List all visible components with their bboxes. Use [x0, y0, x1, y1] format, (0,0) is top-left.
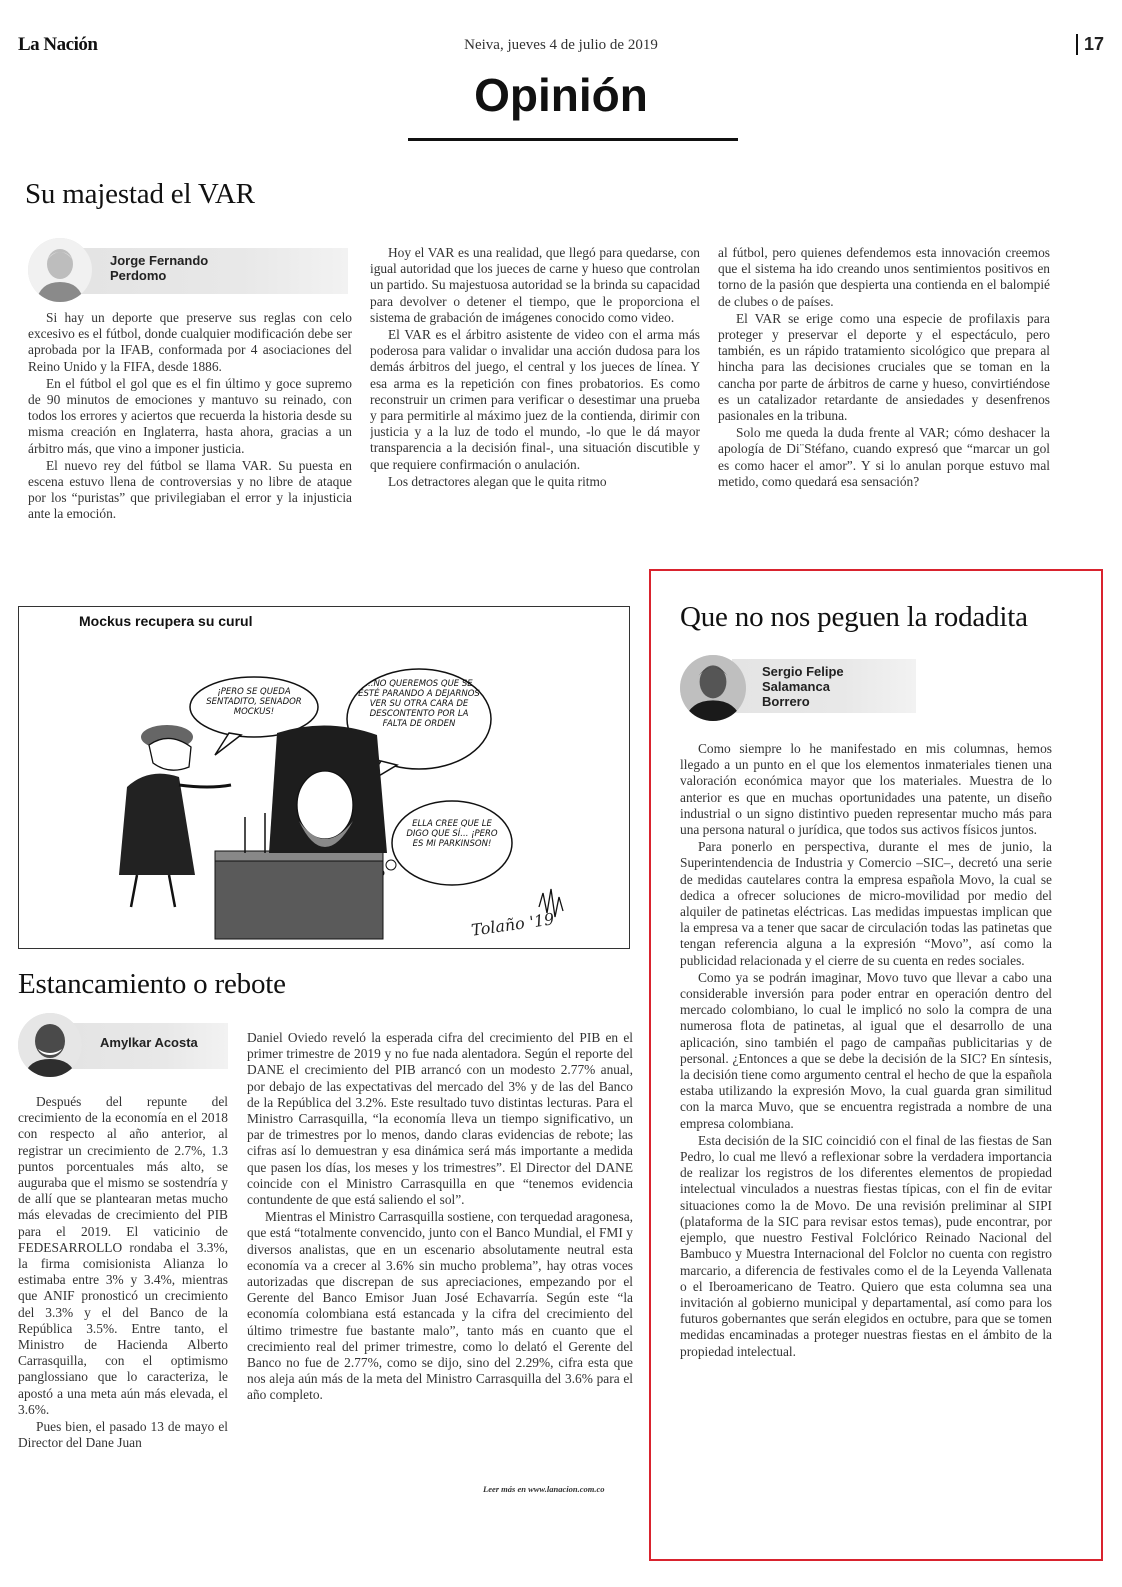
paragraph: Esta decisión de la SIC coincidió con el final de las fiestas de San Pedro, lo cual me llevó a reflexionar sobre la verdadera importancia de realizar los registros de los diferentes elementos de propiedad intelectual vinculados a nuestras fiestas típicas, con el fin de evitar situaciones como la de Movo. De una revisión preliminar al SIPI (plataforma de la SIC para revisar estos temas), pude encontrar, por ejemplo, que nuestro Festival Folclórico Reinado Nacional del Bambuco y Muestra Internacional del Folclor no cuenta con registro marcario, a diferencia de festivales como el de la Leyenda Vallenata o el Iberoamericano de Teatro. Quiero que esta columna sea una invitación al gobierno municipal y departamental, así como para los futuros gobernantes que serán elegidos en octubre, para que se tomen medidas encaminadas a proteger nuestras fiestas en el ámbito de la propiedad intelectual.	[680, 1132, 1052, 1359]
author-photo	[28, 238, 92, 302]
paragraph: Hoy el VAR es una realidad, que llegó para quedarse, con igual autoridad que los jueces de carne y hueso que controlan un partido. Su majestuosa autoridad se la brinda su capacidad para devolver o detener el tiempo, que le proporciona el sistema de grabación de imágenes conocido como video.	[370, 245, 700, 325]
speech-bubble-1: ¡PERO SE QUEDA SENTADITO, SENADOR MOCKUS!	[206, 687, 302, 717]
author-portrait-icon	[28, 238, 92, 302]
var-column-1	[28, 310, 352, 572]
estancamiento-column-1	[18, 1094, 228, 1494]
author-namebar	[70, 1023, 228, 1069]
headline-rodadita: Que no nos peguen la rodadita	[680, 601, 1028, 633]
paragraph: Para ponerlo en perspectiva, durante el mes de junio, la Superintendencia de Industria y Comercio –SIC–, decretó una serie de medidas cautelares contra la empresa española Movo, la cual se dedica a ofrecer soluciones de micro-movilidad por medio del alquiler de patinetas eléctricas. Las medidas impuestas implican que la empresa va a tener que sacar de circulación todas las patinetas que tengan referencia alguna a la expresión “Movo”, así como la publicidad relacionada y el cierre de su cuenta en redes sociales.	[680, 839, 1052, 968]
headline-var: Su majestad el VAR	[25, 178, 255, 210]
author-photo	[680, 655, 746, 721]
speech-bubble-3: ELLA CREE QUE LE DIGO QUE SÍ... ¡PERO ES MI PARKINSON!	[406, 819, 498, 849]
estancamiento-column-2	[247, 1030, 633, 1482]
author-name: Amylkar Acosta	[100, 1035, 198, 1050]
author-name: Sergio Felipe Salamanca Borrero	[762, 664, 844, 709]
headline-estancamiento: Estancamiento o rebote	[18, 968, 286, 1000]
editorial-cartoon	[18, 606, 630, 949]
paragraph: Como siempre lo he manifestado en mis columnas, hemos llegado a un punto en el que los elementos inmateriales tienen una valoración económica mayor que los materiales. Muestra de lo anterior es que en muchas oportunidades una patente, un diseño industrial o un signo distintivo pueden representar mucho más para una persona natural o jurídica, que todos sus activos físicos juntos.	[680, 741, 1052, 838]
paragraph: al fútbol, pero quienes defendemos esta innovación creemos que el sistema ha ido creando unos sentimientos positivos en torno de la pasión que despierta una contienda en el balompié de clubes o de países.	[718, 245, 1050, 309]
paragraph: Pues bien, el pasado 13 de mayo el Director del Dane Juan	[18, 1419, 228, 1451]
author-block-rodadita	[680, 655, 916, 727]
section-title: Opinión	[474, 69, 648, 121]
paragraph: El nuevo rey del fútbol se llama VAR. Su puesta en escena estuvo llena de controversias y no libre de ataque por los “puristas” que privilegiaban el error y la injusticia ante la emoción.	[28, 457, 352, 522]
rodadita-body	[680, 741, 1052, 1499]
dateline: Neiva, jueves 4 de julio de 2019	[464, 37, 658, 53]
cartoon-title: Mockus recupera su curul	[79, 613, 253, 629]
page-number: 17	[1076, 34, 1104, 55]
newspaper-logo: La Nación	[18, 34, 98, 55]
author-photo	[18, 1013, 82, 1077]
author-block-estancamiento	[18, 1013, 228, 1077]
var-column-3	[718, 245, 1050, 583]
paragraph: Después del repunte del crecimiento de la economía en el 2018 con respecto al año anterior, al registrar un crecimiento de 2.7%, 1.3 puntos porcentuales más alto, se auguraba que el mismo se sostendría y de allí que se plantearan metas mucho más elevadas de crecimiento del PIB para el 2019. El vaticinio de FEDESARROLLO rondaba el 3.3%, la firma comisionista Alianza lo estimaba entre 3% y 3.4%, mientras que ANIF pronosticó un crecimiento del 3.3% y el del Banco de la República 3.5%. Entre tanto, el Ministro de Hacienda Alberto Carrasquilla, con el optimismo panglossiano que lo caracteriza, le apostó a una meta aún más elevada, el 3.6%.	[18, 1094, 228, 1417]
author-namebar	[732, 659, 916, 713]
paragraph: El VAR se erige como una especie de profilaxis para proteger y preservar el deporte y el espectáculo, pero también, es un rápido tratamiento sicológico que prepara al hincha para las decisiones cruciales que se toman en la cancha por parte de árbitros de carne y hueso, convirtiéndose es un catalizador retardante de ansiedades y desenfrenos pasionales en la tribuna.	[718, 310, 1050, 424]
cartoonist-signature: Tolaño '19	[470, 909, 556, 940]
masthead	[18, 34, 1104, 58]
speech-bubble-2: ...NO QUEREMOS QUE SE ESTÉ PARANDO A DEJARNOS VER SU OTRA CARA DE DESCONTENTO POR LA FALTA DE ORDEN	[358, 679, 480, 729]
paragraph: Los detractores alegan que le quita ritmo	[388, 473, 607, 489]
paragraph: Como ya se podrán imaginar, Movo tuvo que llevar a cabo una considerable inversión para poder entrar en operación dentro del mercado colombiano, lo cual le implicó no solo la compra de una numerosa flota de patinetas, al igual que el desarrollo de una aplicación, sino también el pago de campañas publicitarias y de personal. ¿Entonces a que se debe la decisión de la SIC? En síntesis, la decisión tiene como argumento central el hecho de que la española estaba utilizando la expresión Movo, la cual guarda gran similitud con la marca Muvo, que se encuentra registrada a nombre de una empresa colombiana.	[680, 969, 1052, 1131]
author-block-var	[28, 238, 348, 302]
author-portrait-icon	[680, 655, 746, 721]
paragraph: Daniel Oviedo reveló la esperada cifra del crecimiento del PIB en el primer trimestre de 2019 y no fue nada alentadora. Según el reporte del DANE el crecimiento del PIB arrancó con un modesto 2.77% anual, por debajo de las expectativas del mercado del 3% y de las del Banco de la República del 3.2%. Este resultado tuvo distintas lecturas. Para el Ministro Carrasquilla, “la economía lleva un tiempo significativo, un par de trimestres por lo menos, dando claras evidencias de rebote; las cifras así lo demuestran y esa dinámica será más importante a medida que pasen los días, los meses y los trimestres”. El Director del DANE coincide con el Ministro Carrasquilla en que “tenemos evidencia contundente de que está saliendo el sol”.	[247, 1030, 633, 1208]
read-more-link[interactable]: Leer más en www.lanacion.com.co	[483, 1484, 605, 1494]
var-column-2	[370, 245, 700, 563]
paragraph: Solo me queda la duda frente al VAR; cómo deshacer la apología de Di¨Stéfano, cuando expresó que “marcar un gol es como hacer el amor”. Y si lo anulan porque estuvo mal metido, como quedará esa sensación?	[718, 425, 1050, 489]
paragraph: Si hay un deporte que preserve sus reglas con celo excesivo es el fútbol, donde cualquier modificación debe ser aprobada por la IFAB, conformada por 4 asociaciones del Reino Unido y la FIFA, desde 1886.	[28, 310, 352, 374]
paragraph: El VAR es el árbitro asistente de video con el arma más poderosa para validar o invalidar una acción dudosa para los demás árbitros del juego, el central y los jueces de línea. Y esa arma es la repetición con fines probatorios. Es como reconstruir un crimen para verificar o desestimar una prueba y para permitirle al máximo juez de la contienda, dirimir con justicia y a la luz de todo el mundo, -lo que le dá mayor transparencia a la decisión final-, una situación discutible y que requiere confirmación o anulación.	[370, 327, 700, 472]
cartoon-drawing-icon	[19, 607, 631, 950]
author-portrait-icon	[18, 1013, 82, 1077]
author-name: Jorge Fernando Perdomo	[110, 253, 209, 283]
section-divider	[408, 138, 738, 141]
author-namebar	[80, 248, 348, 294]
paragraph: Mientras el Ministro Carrasquilla sostiene, con terquedad aragonesa, que está “totalmente convencido, junto con el Banco Mundial, el FMI y diversos analistas, que en un escenario absolutamente neutral esta economía va a crecer al 3.6% sin mucho problema”, hay otras voces autorizadas que discrepan de sus apreciaciones, empezando por el Gerente del Banco Emisor Juan José Echavarría. Según este “la economía colombiana está estancada y la cifra del crecimiento del último trimestre fue bastante malo”, tanto más en cuanto que el crecimiento real del primer trimestre, como lo delató el Gerente del Banco no fue de 2.77%, como se dijo, sino del 2.29%, cifra esta que nos aleja aún más de la meta del Ministro Carrasquilla del 3.6% para el año completo.	[247, 1209, 633, 1403]
paragraph: En el fútbol el gol que es el fin último y goce supremo de 90 minutos de emociones y mantuvo su reinado, con todos los errores y aciertos que recuerda la historia desde su misma creación en Inglaterra, hasta ahora, gracias a un árbitro más, que vino a imponer justicia.	[28, 375, 352, 456]
